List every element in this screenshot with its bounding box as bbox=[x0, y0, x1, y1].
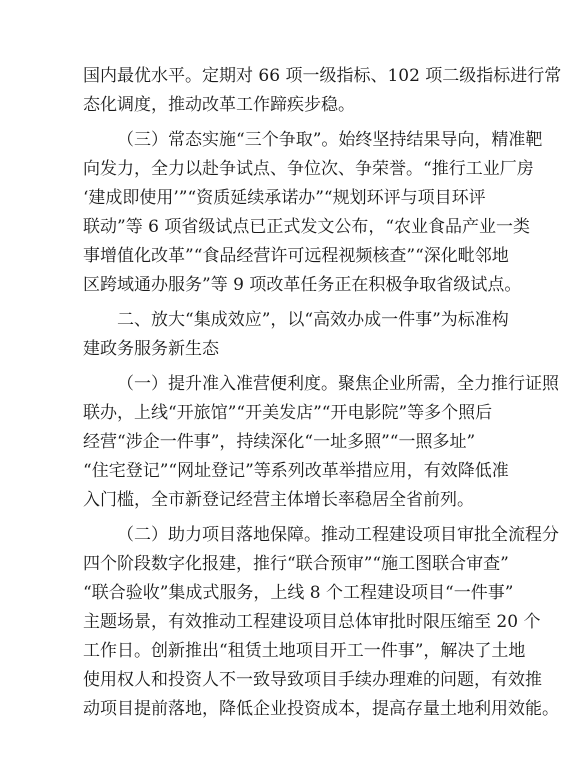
text-line-20: 动项目提前落地，降低企业投资成本，提高存量土地利用效能。 bbox=[83, 699, 559, 719]
text-line-15: 四个阶段数字化报建，推行“联合预审”“施工图联合审查” bbox=[83, 554, 509, 574]
text-line-7: 事增值化改革”“食品经营许可远程视频核查”“深化毗邻地 bbox=[83, 246, 509, 266]
text-line-6: 联动”等 6 项省级试点已正式发文公布，“农业食品产业一类 bbox=[83, 217, 531, 237]
text-line-16: “联合验收”集成式服务，上线 8 个工程建设项目“一件事” bbox=[83, 583, 514, 603]
text-line-3: （三）常态实施“三个争取”。始终坚持结果导向，精准靶 bbox=[117, 130, 543, 150]
text-line-14: （二）助力项目落地保障。推动工程建设项目审批全流程分 bbox=[117, 525, 559, 545]
text-line-17: 主题场景，有效推动工程建设项目总体审批时限压缩至 20 个 bbox=[83, 612, 541, 632]
text-line-13: 入门槛，全市新登记经营主体增长率稳居全省前列。 bbox=[83, 490, 474, 510]
text-line-1: 国内最优水平。定期对 66 项一级指标、102 项二级指标进行常 bbox=[83, 66, 562, 86]
text-line-9: （一）提升准入准营便利度。聚焦企业所需，全力推行证照 bbox=[117, 374, 559, 394]
text-line-2: 态化调度，推动改革工作蹄疾步稳。 bbox=[83, 95, 355, 115]
text-line-10: 联办，上线“开旅馆”“开美发店”“开电影院”等多个照后 bbox=[83, 403, 493, 423]
text-line-4: 向发力，全力以赴争试点、争位次、争荣誉。“推行工业厂房 bbox=[83, 159, 534, 179]
text-line-18: 工作日。创新推出“租赁土地项目开工一件事”，解决了土地 bbox=[83, 641, 526, 661]
text-line-12: “住宅登记”“网址登记”等系列改革举措应用，有效降低准 bbox=[83, 461, 509, 481]
text-line-19: 使用权人和投资人不一致导致项目手续办理难的问题，有效推 bbox=[83, 670, 542, 690]
text-line-8: 区跨域通办服务”等 9 项改革任务正在积极争取省级试点。 bbox=[83, 275, 522, 295]
section-heading-line-1: 二、放大“集成效应”，以“高效办成一件事”为标准构 bbox=[117, 310, 509, 330]
text-line-5: ‘建成即使用’”“资质延续承诺办”“规划环评与项目环评 bbox=[83, 188, 486, 208]
text-line-11: 经营“涉企一件事”，持续深化“一址多照”“一照多址” bbox=[83, 432, 476, 452]
section-heading-line-2: 建政务服务新生态 bbox=[83, 339, 219, 359]
